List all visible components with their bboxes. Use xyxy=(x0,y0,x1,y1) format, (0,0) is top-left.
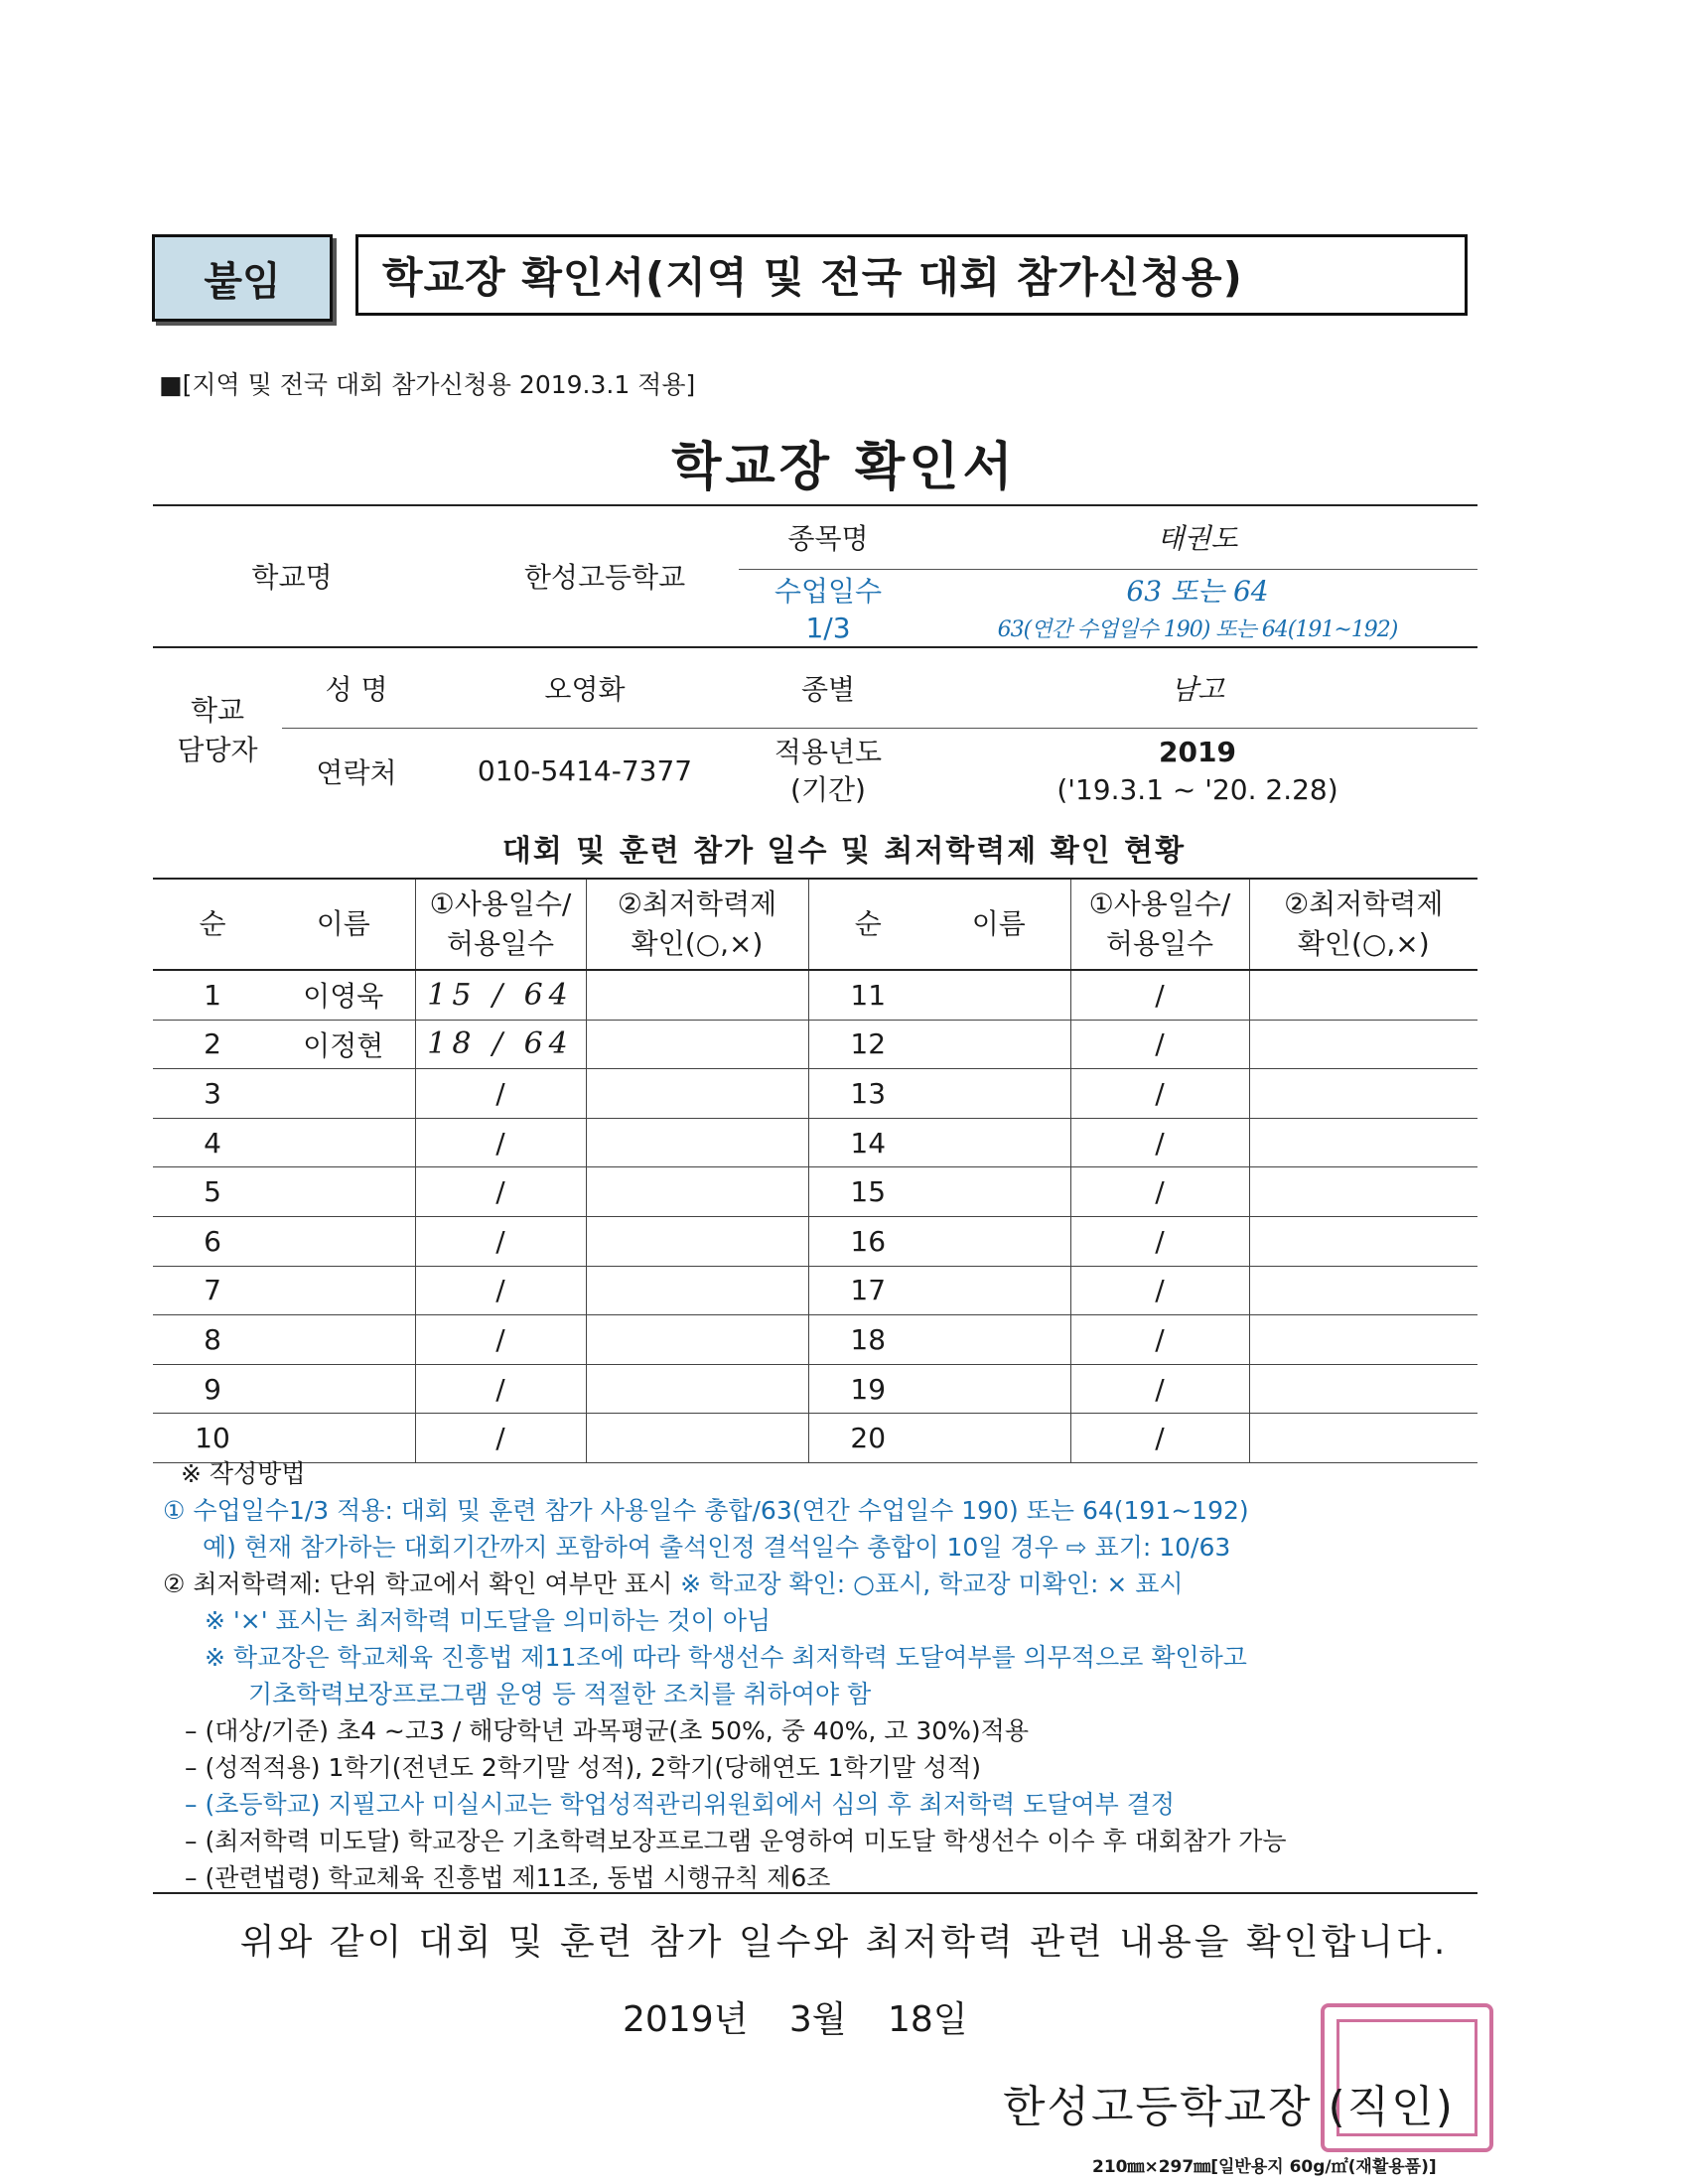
academic-check xyxy=(586,1364,808,1414)
row-number: 10 xyxy=(153,1414,272,1463)
academic-check xyxy=(1249,1266,1477,1315)
row-number: 2 xyxy=(153,1020,272,1069)
days-used: / xyxy=(1070,1216,1249,1266)
detail-5: – (관련법령) 학교체육 진흥법 제11조, 동법 시행규칙 제6조 xyxy=(185,1863,831,1892)
note-1b: 예) 현재 참가하는 대회기간까지 포함하여 출석인정 결석일수 총합이 10일 경우 ⇨ 표기: 10/63 xyxy=(203,1533,1231,1562)
writing-instructions xyxy=(163,1455,1493,1896)
student-name xyxy=(272,1118,415,1167)
table-row xyxy=(153,1266,1477,1315)
row-number: 19 xyxy=(808,1364,927,1414)
days-used: 15 / 64 xyxy=(415,970,586,1020)
days-used: 18 / 64 xyxy=(415,1020,586,1069)
row-number: 9 xyxy=(153,1364,272,1414)
table-row xyxy=(153,1315,1477,1365)
col-days-right: ①사용일수/ 허용일수 xyxy=(1070,879,1249,970)
academic-check xyxy=(1249,970,1477,1020)
paper-spec-footer: 210㎜×297㎜[일반용지 60g/㎡(재활용품)] xyxy=(1092,2157,1437,2177)
academic-check xyxy=(1249,1216,1477,1266)
days-used: / xyxy=(415,1364,586,1414)
academic-check xyxy=(1249,1020,1477,1069)
row-number: 16 xyxy=(808,1216,927,1266)
days-used: / xyxy=(1070,1315,1249,1365)
info-table xyxy=(153,504,1477,814)
student-name xyxy=(272,1216,415,1266)
row-number: 20 xyxy=(808,1414,927,1463)
table-row xyxy=(153,1167,1477,1217)
student-name xyxy=(927,1118,1070,1167)
table-row xyxy=(153,1364,1477,1414)
student-name xyxy=(927,1216,1070,1266)
detail-1: – (대상/기준) 초4 ~고3 / 해당학년 과목평균(초 50%, 중 40%, 고 30%)적용 xyxy=(185,1716,1029,1745)
year-value: 2019 ('19.3.1 ~ '20. 2.28) xyxy=(917,729,1477,814)
note-2d: 기초학력보장프로그램 운영 등 적절한 조치를 취하여야 함 xyxy=(248,1680,872,1708)
student-name xyxy=(927,1069,1070,1119)
note-1a: ① 수업일수1/3 적용: 대회 및 훈련 참가 사용일수 총합/63(연간 수업일수 190) 또는 64(191~192) xyxy=(163,1496,1249,1525)
row-number: 8 xyxy=(153,1315,272,1365)
days-used: / xyxy=(1070,1118,1249,1167)
student-name xyxy=(927,1315,1070,1365)
days-used: / xyxy=(1070,1069,1249,1119)
days-used: / xyxy=(415,1315,586,1365)
row-number: 15 xyxy=(808,1167,927,1217)
days-detail: 63(연간 수업일수 190) 또는 64(191~192) xyxy=(997,616,1398,642)
academic-check xyxy=(586,1118,808,1167)
row-number: 6 xyxy=(153,1216,272,1266)
days-label: 수업일수 xyxy=(739,569,917,610)
academic-check xyxy=(1249,1364,1477,1414)
col-no-right: 순 xyxy=(808,879,927,970)
student-name xyxy=(272,1266,415,1315)
days-fraction-label: 1/3 xyxy=(805,611,851,644)
col-check-right: ②최저학력제 확인(○,×) xyxy=(1249,879,1477,970)
student-name xyxy=(927,970,1070,1020)
table-row xyxy=(153,1216,1477,1266)
year-label: 적용년도 (기간) xyxy=(739,729,917,814)
col-name-right: 이름 xyxy=(927,879,1070,970)
event-label: 종목명 xyxy=(739,505,917,569)
note-2b: ※ '×' 표시는 최저학력 미도달을 의미하는 것이 아님 xyxy=(205,1606,772,1635)
student-name xyxy=(927,1020,1070,1069)
row-number: 3 xyxy=(153,1069,272,1119)
divider-line xyxy=(153,1892,1477,1894)
student-name xyxy=(272,1315,415,1365)
instructions-heading: ※ 작성방법 xyxy=(181,1459,306,1488)
days-used: / xyxy=(415,1118,586,1167)
contact-label: 연락처 xyxy=(282,729,431,814)
table-row xyxy=(153,1069,1477,1119)
type-value: 남고 xyxy=(917,647,1477,729)
applicability-note: ■[지역 및 전국 대회 참가신청용 2019.3.1 적용] xyxy=(159,370,696,399)
col-days-left: ①사용일수/ 허용일수 xyxy=(415,879,586,970)
school-label: 학교명 xyxy=(153,505,431,647)
days-used: / xyxy=(415,1069,586,1119)
student-name xyxy=(927,1266,1070,1315)
contact-value: 010-5414-7377 xyxy=(431,729,739,814)
roster-table xyxy=(153,878,1477,1463)
table-row xyxy=(153,1118,1477,1167)
student-name: 이영욱 xyxy=(272,970,415,1020)
academic-check xyxy=(586,1167,808,1217)
academic-check xyxy=(1249,1315,1477,1365)
days-used: / xyxy=(1070,1167,1249,1217)
attachment-tag: 붙임 xyxy=(152,234,333,322)
days-used: / xyxy=(415,1414,586,1463)
principal-signature: 한성고등학교장 (직인) xyxy=(1003,2082,1455,2132)
type-label: 종별 xyxy=(739,647,917,729)
staff-label: 학교 담당자 xyxy=(153,647,282,814)
days-used: / xyxy=(1070,1364,1249,1414)
detail-3: – (초등학교) 지필고사 미실시교는 학업성적관리위원회에서 심의 후 최저학력 도달여부 결정 xyxy=(185,1790,1176,1819)
row-number: 7 xyxy=(153,1266,272,1315)
col-no-left: 순 xyxy=(153,879,272,970)
academic-check xyxy=(586,1266,808,1315)
row-number: 13 xyxy=(808,1069,927,1119)
academic-check xyxy=(586,1020,808,1069)
student-name xyxy=(272,1069,415,1119)
detail-4: – (최저학력 미도달) 학교장은 기초학력보장프로그램 운영하여 미도달 학생선수 이수 후 대회참가 가능 xyxy=(185,1827,1287,1855)
detail-2: – (성적적용) 1학기(전년도 2학기말 성적), 2학기(당해연도 1학기말 성적) xyxy=(185,1753,981,1782)
col-check-left: ②최저학력제 확인(○,×) xyxy=(586,879,808,970)
document-date: 2019년 3월 18일 xyxy=(623,1999,968,2040)
academic-check xyxy=(1249,1069,1477,1119)
table-row xyxy=(153,970,1477,1020)
student-name xyxy=(272,1167,415,1217)
document-header-title: 학교장 확인서(지역 및 전국 대회 참가신청용) xyxy=(355,234,1468,316)
school-value: 한성고등학교 xyxy=(431,505,739,647)
row-number: 1 xyxy=(153,970,272,1020)
row-number: 18 xyxy=(808,1315,927,1365)
days-used: / xyxy=(415,1216,586,1266)
row-number: 17 xyxy=(808,1266,927,1315)
student-name xyxy=(272,1364,415,1414)
academic-check xyxy=(586,1216,808,1266)
days-value: 63 또는 64 xyxy=(917,569,1477,610)
row-number: 11 xyxy=(808,970,927,1020)
student-name xyxy=(927,1167,1070,1217)
row-number: 14 xyxy=(808,1118,927,1167)
academic-check xyxy=(586,1315,808,1365)
days-used: / xyxy=(1070,970,1249,1020)
student-name xyxy=(927,1364,1070,1414)
days-used: / xyxy=(1070,1266,1249,1315)
page-title: 학교장 확인서 xyxy=(671,438,1017,497)
name-label: 성 명 xyxy=(282,647,431,729)
event-value: 태권도 xyxy=(917,505,1477,569)
note-2c: ※ 학교장은 학교체육 진흥법 제11조에 따라 학생선수 최저학력 도달여부를 의무적으로 확인하고 xyxy=(205,1643,1247,1672)
table-row xyxy=(153,1020,1477,1069)
row-number: 12 xyxy=(808,1020,927,1069)
academic-check xyxy=(1249,1118,1477,1167)
academic-check xyxy=(586,970,808,1020)
section-title: 대회 및 훈련 참가 일수 및 최저학력제 확인 현황 xyxy=(501,834,1187,869)
confirmation-statement: 위와 같이 대회 및 훈련 참가 일수와 최저학력 관련 내용을 확인합니다. xyxy=(239,1922,1449,1963)
days-used: / xyxy=(1070,1414,1249,1463)
row-number: 5 xyxy=(153,1167,272,1217)
student-name: 이정현 xyxy=(272,1020,415,1069)
academic-check xyxy=(1249,1167,1477,1217)
days-used: / xyxy=(415,1266,586,1315)
note-2a: ② 최저학력제: 단위 학교에서 확인 여부만 표시 ※ 학교장 확인: ○표시, 학교장 미확인: × 표시 xyxy=(163,1570,1184,1598)
col-name-left: 이름 xyxy=(272,879,415,970)
name-value: 오영화 xyxy=(431,647,739,729)
days-used: / xyxy=(1070,1020,1249,1069)
days-used: / xyxy=(415,1167,586,1217)
academic-check xyxy=(586,1069,808,1119)
row-number: 4 xyxy=(153,1118,272,1167)
